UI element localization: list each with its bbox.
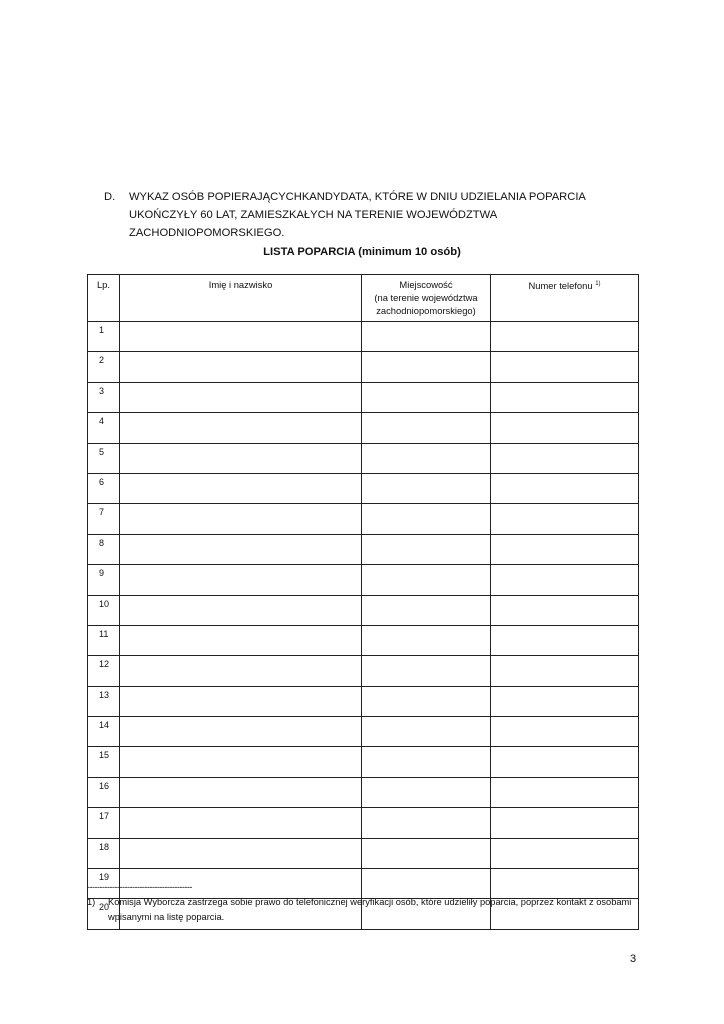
name-cell[interactable] [120, 413, 362, 443]
phone-cell[interactable] [491, 717, 639, 747]
row-number: 13 [88, 686, 120, 716]
table-row [88, 808, 639, 838]
table-row [88, 777, 639, 807]
table-row [88, 473, 639, 503]
header-phone-label: Numer telefonu [528, 280, 593, 292]
locality-cell[interactable] [362, 534, 491, 564]
row-number: 9 [88, 565, 120, 595]
locality-cell[interactable] [362, 504, 491, 534]
table-row [88, 625, 639, 655]
name-cell[interactable] [120, 656, 362, 686]
support-list-table [87, 274, 639, 930]
footnote [87, 895, 639, 925]
row-number: 10 [88, 595, 120, 625]
header-locality-line2: (na terenie województwa [374, 292, 478, 303]
table-row [88, 656, 639, 686]
header-phone [491, 275, 639, 322]
name-cell[interactable] [120, 382, 362, 412]
phone-cell[interactable] [491, 686, 639, 716]
phone-cell[interactable] [491, 595, 639, 625]
row-number: 16 [88, 777, 120, 807]
header-lp: Lp. [88, 275, 120, 322]
name-cell[interactable] [120, 322, 362, 352]
name-cell[interactable] [120, 504, 362, 534]
table-header-row [88, 275, 639, 322]
row-number: 11 [88, 625, 120, 655]
row-number: 7 [88, 504, 120, 534]
section-heading [104, 188, 624, 242]
row-number: 19 [88, 869, 120, 899]
table-row [88, 565, 639, 595]
locality-cell[interactable] [362, 473, 491, 503]
name-cell[interactable] [120, 777, 362, 807]
phone-cell[interactable] [491, 565, 639, 595]
section-letter: D. [104, 191, 116, 203]
row-number: 3 [88, 382, 120, 412]
locality-cell[interactable] [362, 322, 491, 352]
footnote-text: Komisja Wyborcza zastrzega sobie prawo do telefonicznej weryfikacji osób, które udzieliły poparcia, poprzez kontakt z osobami wpisanymi na listę poparcia. [108, 897, 632, 922]
table-row [88, 534, 639, 564]
row-number: 4 [88, 413, 120, 443]
phone-cell[interactable] [491, 413, 639, 443]
table-row [88, 382, 639, 412]
section-heading-text: WYKAZ OSÓB POPIERAJĄCYCHKANDYDATA, KTÓRE W DNIU UDZIELANIA POPARCIA UKOŃCZYŁY 60 LAT, ZAMIESZKAŁYCH NA TERENIE WOJEWÓDZTWA ZACHODNIOPOMORSKIEGO. [129, 191, 586, 239]
phone-cell[interactable] [491, 625, 639, 655]
name-cell[interactable] [120, 534, 362, 564]
header-locality-line1: Miejscowość [399, 279, 453, 290]
row-number: 17 [88, 808, 120, 838]
table-row [88, 322, 639, 352]
name-cell[interactable] [120, 443, 362, 473]
phone-cell[interactable] [491, 747, 639, 777]
phone-cell[interactable] [491, 322, 639, 352]
locality-cell[interactable] [362, 625, 491, 655]
table-row [88, 686, 639, 716]
locality-cell[interactable] [362, 747, 491, 777]
locality-cell[interactable] [362, 565, 491, 595]
locality-cell[interactable] [362, 413, 491, 443]
locality-cell[interactable] [362, 838, 491, 868]
locality-cell[interactable] [362, 656, 491, 686]
name-cell[interactable] [120, 686, 362, 716]
locality-cell[interactable] [362, 595, 491, 625]
name-cell[interactable] [120, 838, 362, 868]
locality-cell[interactable] [362, 352, 491, 382]
footnote-marker: 1) [87, 897, 96, 907]
phone-cell[interactable] [491, 838, 639, 868]
table-row [88, 413, 639, 443]
header-phone-footnote-ref: 1) [595, 281, 601, 287]
row-number: 14 [88, 717, 120, 747]
table-row [88, 838, 639, 868]
phone-cell[interactable] [491, 473, 639, 503]
page-number: 3 [630, 953, 637, 965]
phone-cell[interactable] [491, 777, 639, 807]
phone-cell[interactable] [491, 656, 639, 686]
name-cell[interactable] [120, 595, 362, 625]
name-cell[interactable] [120, 565, 362, 595]
table-row [88, 595, 639, 625]
name-cell[interactable] [120, 352, 362, 382]
phone-cell[interactable] [491, 808, 639, 838]
phone-cell[interactable] [491, 534, 639, 564]
phone-cell[interactable] [491, 504, 639, 534]
row-number: 8 [88, 534, 120, 564]
table-row [88, 443, 639, 473]
locality-cell[interactable] [362, 382, 491, 412]
table-row [88, 504, 639, 534]
phone-cell[interactable] [491, 352, 639, 382]
table-row [88, 352, 639, 382]
phone-cell[interactable] [491, 443, 639, 473]
header-locality [362, 275, 491, 322]
row-number: 5 [88, 443, 120, 473]
name-cell[interactable] [120, 473, 362, 503]
row-number: 20 [88, 899, 120, 929]
locality-cell[interactable] [362, 443, 491, 473]
locality-cell[interactable] [362, 777, 491, 807]
row-number: 12 [88, 656, 120, 686]
row-number: 15 [88, 747, 120, 777]
row-number: 6 [88, 473, 120, 503]
name-cell[interactable] [120, 808, 362, 838]
table-row [88, 747, 639, 777]
row-number: 1 [88, 322, 120, 352]
list-title: LISTA POPARCIA (minimum 10 osób) [263, 246, 461, 258]
table-row [88, 717, 639, 747]
footnote-separator: ------------------------------------------ [87, 882, 192, 892]
header-name: Imię i nazwisko [120, 275, 362, 322]
name-cell[interactable] [120, 747, 362, 777]
name-cell[interactable] [120, 625, 362, 655]
phone-cell[interactable] [491, 382, 639, 412]
row-number: 18 [88, 838, 120, 868]
row-number: 2 [88, 352, 120, 382]
locality-cell[interactable] [362, 808, 491, 838]
locality-cell[interactable] [362, 717, 491, 747]
name-cell[interactable] [120, 717, 362, 747]
locality-cell[interactable] [362, 686, 491, 716]
header-locality-line3: zachodniopomorskiego) [376, 305, 476, 316]
